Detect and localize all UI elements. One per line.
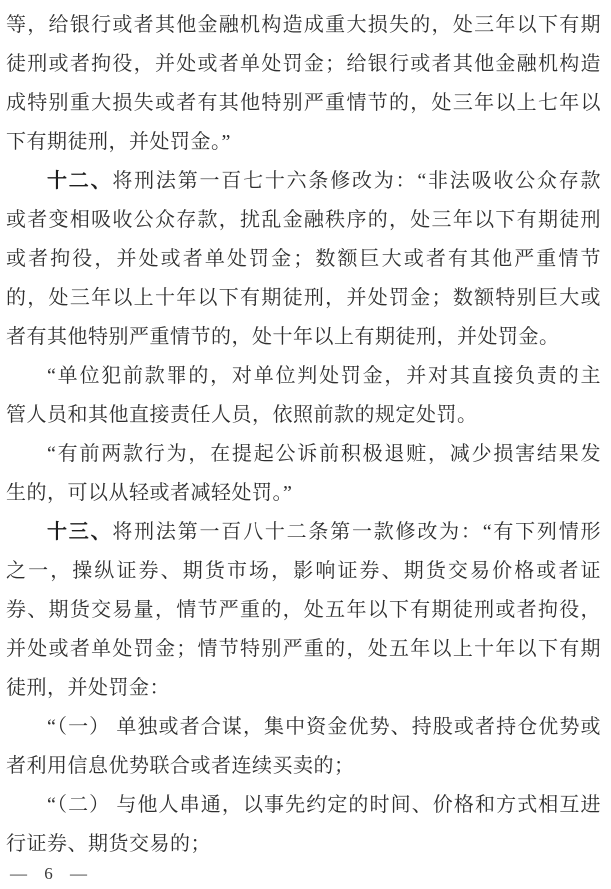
text-line: “（二） 与他人串通，以事先约定的时间、价格和方式相互进: [47, 794, 601, 816]
text-line: 管人员和其他直接责任人员，依照前款的规定处罚。: [6, 404, 478, 426]
text-line: 下有期徒刑，并处罚金。”: [6, 131, 231, 153]
text-line: 券、期货交易量，情节严重的，处五年以下有期徒刑或者拘役，: [6, 599, 601, 621]
text-line: 行证券、期货交易的；: [6, 833, 211, 855]
text-line: 或者变相吸收公众存款，扰乱金融秩序的，处三年以下有期徒刑: [6, 209, 601, 231]
text-line: 生的，可以从轻或者减轻处罚。”: [6, 482, 293, 504]
text-line: 徒刑或者拘役，并处或者单处罚金；给银行或者其他金融机构造: [6, 53, 601, 75]
section-number: 十二、: [47, 170, 113, 192]
text-line: 十三、将刑法第一百八十二条第一款修改为：“有下列情形: [47, 521, 601, 543]
text-line: 并处或者单处罚金；情节特别严重的，处五年以上十年以下有期: [6, 638, 601, 660]
text-line: 之一，操纵证券、期货市场，影响证券、期货交易价格或者证: [6, 560, 601, 582]
text-line: 或者拘役，并处或者单处罚金；数额巨大或者有其他严重情节: [6, 248, 601, 270]
text-line: 者有其他特别严重情节的，处十年以上有期徒刑，并处罚金。: [6, 326, 560, 348]
text-line: “单位犯前款罪的，对单位判处罚金，并对其直接负责的主: [47, 365, 601, 387]
text-line: 者利用信息优势联合或者连续买卖的；: [6, 755, 355, 777]
text-line: 的，处三年以上十年以下有期徒刑，并处罚金；数额特别巨大或: [6, 287, 601, 309]
page-footer: [10, 863, 91, 885]
text-line: 成特别重大损失或者有其他特别严重情节的，处三年以上七年以: [6, 92, 601, 114]
document-body: [6, 6, 601, 864]
text-line: “有前两款行为，在提起公诉前积极退赃，减少损害结果发: [47, 443, 601, 465]
text-line: 徒刑，并处罚金：: [6, 677, 170, 699]
text-line: “（一） 单独或者合谋，集中资金优势、持股或者持仓优势或: [47, 716, 601, 738]
text-line: 等，给银行或者其他金融机构造成重大损失的，处三年以下有期: [6, 14, 601, 36]
page-number: — 6 —: [10, 864, 91, 883]
section-number: 十三、: [47, 521, 113, 543]
text-line: 十二、将刑法第一百七十六条修改为：“非法吸收公众存款: [47, 170, 601, 192]
